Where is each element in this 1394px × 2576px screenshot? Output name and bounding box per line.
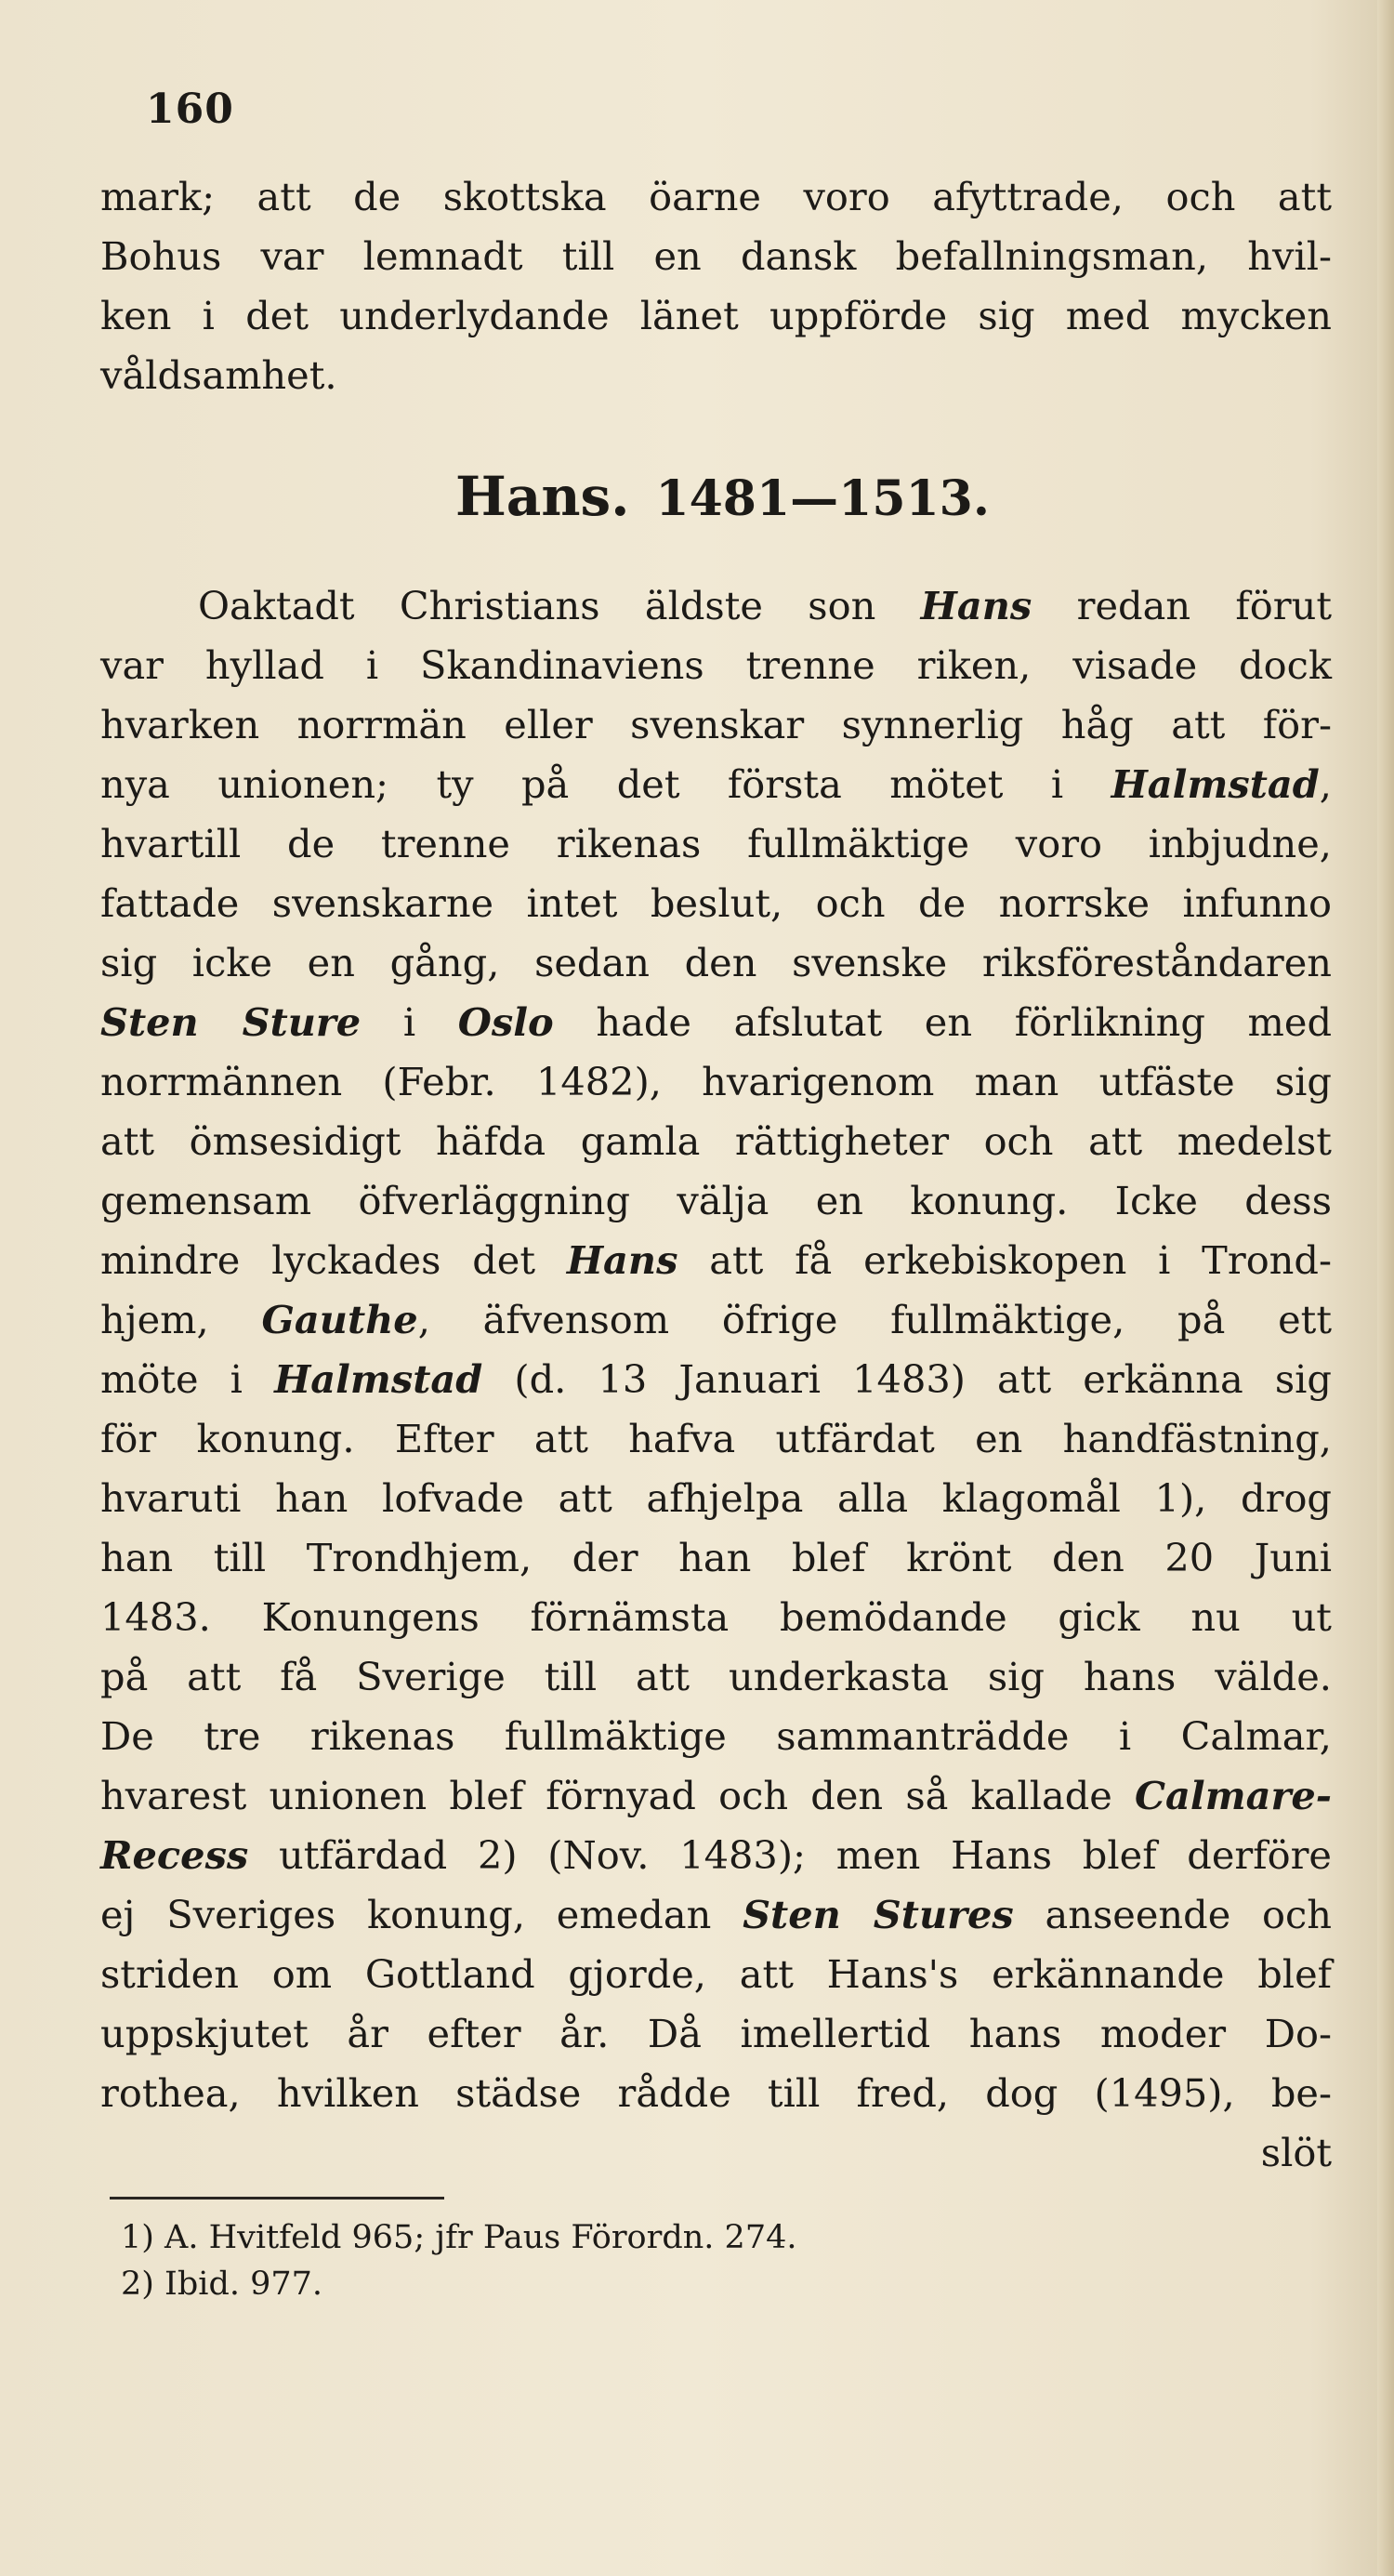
text-segment: hvaruti han lofvade att afhjelpa alla klagomål 1), drog (100, 1475, 1332, 1521)
section-heading (455, 465, 990, 528)
text-line (100, 1647, 1332, 1707)
text-segment: 1483. Konungens förnämsta bemödande gick nu ut (100, 1594, 1332, 1640)
text-line (100, 993, 1332, 1052)
text-segment: på att få Sverige till att underkasta sig hans välde. (100, 1654, 1332, 1699)
catchword-container (100, 2123, 1332, 2183)
text-line (100, 1290, 1332, 1350)
text-segment: anseende och (1013, 1892, 1333, 1937)
footnote: 1) A. Hvitfeld 965; jfr Paus Förordn. 274. (121, 2219, 797, 2256)
text-segment: hvartill de trenne rikenas fullmäktige voro inbjudne, (100, 821, 1332, 866)
text-segment: Oaktadt Christians äldste son (198, 583, 921, 628)
text-segment: var hyllad i Skandinaviens trenne riken, visade dock (100, 642, 1332, 688)
text-segment: ej Sveriges konung, emedan (100, 1892, 743, 1937)
text-line (100, 1350, 1332, 1409)
text-line (100, 2004, 1332, 2064)
text-segment: fattade svenskarne intet beslut, och de norrske infunno (100, 880, 1332, 926)
text-line (100, 1707, 1332, 1766)
text-line (100, 755, 1332, 814)
text-segment: , äfvensom öfrige fullmäktige, på ett (417, 1297, 1333, 1342)
text-segment: (d. 13 Januari 1483) att erkänna sig (482, 1356, 1332, 1402)
italic-name: Recess (100, 1832, 249, 1878)
text-line: mark; att de skottska öarne voro afyttrade, och att (100, 174, 1332, 219)
text-segment: De tre rikenas fullmäktige sammanträdde i Calmar, (100, 1713, 1332, 1759)
italic-name: Sten Sture (100, 999, 362, 1045)
italic-name: Sten Stures (743, 1892, 1014, 1937)
text-line: våldsamhet. (100, 352, 337, 398)
text-segment: han till Trondhjem, der han blef krönt den 20 Juni (100, 1535, 1332, 1580)
text-line (100, 2064, 1332, 2123)
text-segment: nya unionen; ty på det första mötet i (100, 761, 1111, 807)
text-segment: hade afslutat en förlikning med (553, 999, 1333, 1045)
top-paragraph (100, 167, 1332, 405)
page-edge (1377, 0, 1394, 2576)
text-segment: uppskjutet år efter år. Då imellertid hans moder Do- (100, 2011, 1332, 2056)
text-segment: utfärdad 2) (Nov. 1483); men Hans blef derföre (248, 1832, 1332, 1878)
italic-name: Gauthe (261, 1297, 418, 1342)
page-number: 160 (146, 86, 234, 133)
italic-name: Hans (920, 583, 1032, 628)
italic-name: Oslo (457, 999, 554, 1045)
text-line (100, 933, 1332, 993)
text-segment: sig icke en gång, sedan den svenske riksföreståndaren (100, 940, 1332, 985)
text-line (100, 576, 1332, 636)
text-line (100, 1766, 1332, 1826)
text-line (100, 1826, 1332, 1885)
text-segment: , (1319, 761, 1332, 807)
italic-name: Halmstad (274, 1356, 483, 1402)
italic-name: Halmstad (1111, 761, 1320, 807)
footnote: 2) Ibid. 977. (121, 2266, 323, 2303)
text-segment: i (361, 999, 458, 1045)
text-segment: mindre lyckades det (100, 1237, 567, 1283)
footnotes (121, 2214, 796, 2307)
text-segment: rothea, hvilken städse rådde till fred, dog (1495), be- (100, 2070, 1332, 2116)
heading-years: 1481—1513. (655, 470, 990, 527)
heading-name: Hans. (455, 465, 630, 528)
text-line (100, 1409, 1332, 1469)
italic-name: Hans (566, 1237, 678, 1283)
text-line (100, 1588, 1332, 1647)
text-line (100, 874, 1332, 933)
text-line (100, 1112, 1332, 1171)
text-line (100, 1469, 1332, 1528)
text-line (100, 1885, 1332, 1945)
text-line (100, 814, 1332, 874)
text-segment: hvarest unionen blef förnyad och den så kallade (100, 1773, 1136, 1818)
text-segment: norrmännen (Febr. 1482), hvarigenom man utfäste sig (100, 1059, 1332, 1104)
body-paragraph (100, 576, 1332, 2123)
text-segment: att ömsesidigt häfda gamla rättigheter och att medelst (100, 1118, 1332, 1164)
text-segment: möte i (100, 1356, 275, 1402)
text-line (100, 1945, 1332, 2004)
text-line (100, 1528, 1332, 1588)
text-line (100, 695, 1332, 755)
text-line (100, 1171, 1332, 1231)
text-segment: striden om Gottland gjorde, att Hans's erkännande blef (100, 1951, 1332, 1997)
text-segment: redan förut (1032, 583, 1332, 628)
text-line: Bohus var lemnadt till en dansk befallningsman, hvil- (100, 233, 1332, 279)
text-segment: hvarken norrmän eller svenskar synnerlig håg att för- (100, 702, 1332, 747)
text-line: ken i det underlydande länet uppförde sig med mycken (100, 293, 1332, 338)
text-line (100, 636, 1332, 695)
text-segment: att få erkebiskopen i Trond- (677, 1237, 1332, 1283)
text-line (100, 1052, 1332, 1112)
text-line (100, 1231, 1332, 1290)
footnote-divider (110, 2197, 444, 2200)
catchword: slöt (1260, 2130, 1332, 2175)
text-segment: hjem, (100, 1297, 262, 1342)
italic-name: Calmare- (1135, 1773, 1332, 1818)
text-segment: gemensam öfverläggning välja en konung. Icke dess (100, 1178, 1332, 1223)
text-segment: för konung. Efter att hafva utfärdat en handfästning, (100, 1416, 1332, 1461)
